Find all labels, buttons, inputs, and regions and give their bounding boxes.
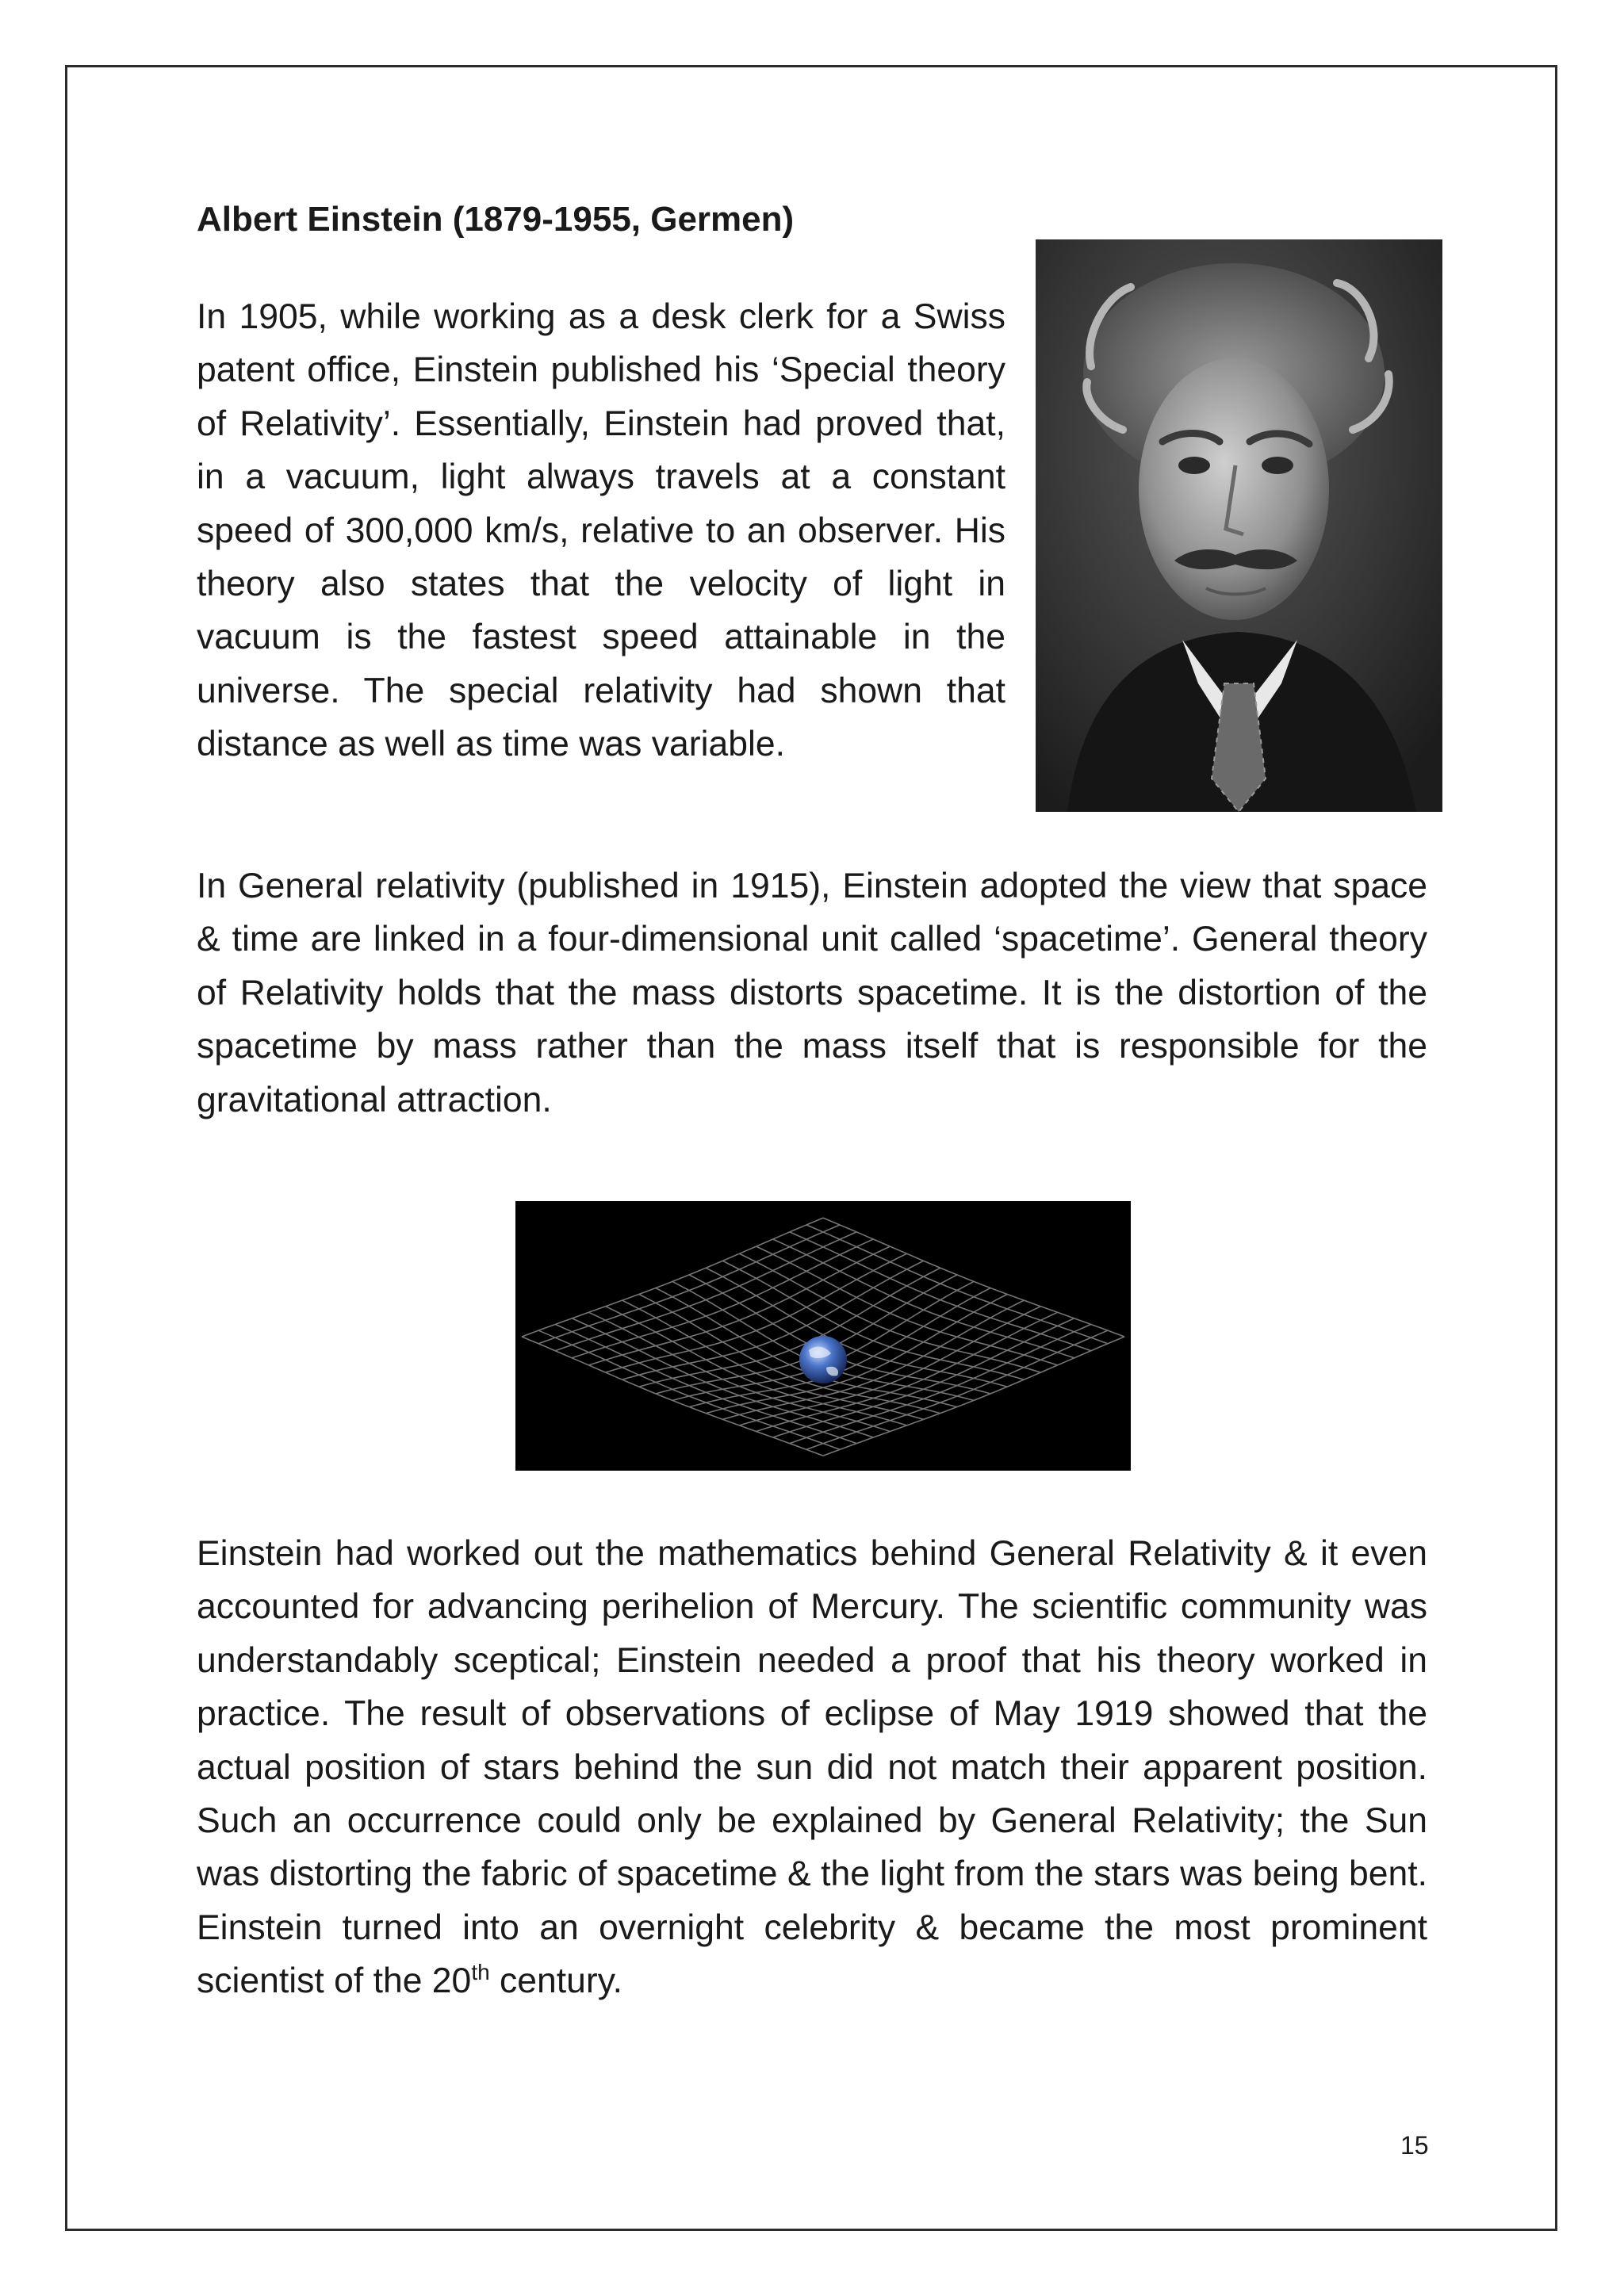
einstein-portrait-image	[1036, 239, 1442, 812]
paragraph-eclipse-tail: century.	[489, 1961, 623, 2001]
page-number: 15	[1400, 2131, 1429, 2160]
paragraph-eclipse-proof	[197, 1527, 1427, 2008]
paragraph-special-relativity: In 1905, while working as a desk clerk for a Swiss patent office, Einstein published his ‘Special theory of Relativity’. Essentially, Einstein had proved that, in a vacuum, light always travels at a constant speed of 300,000 km/s, relative to an observer. His theory also states that the velocity of light in vacuum is the fastest speed attainable in the universe. The special relativity had shown that distance as well as time was variable.	[197, 297, 1005, 764]
article-heading: Albert Einstein (1879-1955, Germen)	[197, 200, 795, 239]
paragraph-general-relativity: In General relativity (published in 1915), Einstein adopted the view that space & time are linked in a four-dimensional unit called ‘spacetime’. General theory of Relativity holds that the mass distorts spacetime. It is the distortion of the spacetime by mass rather than the mass itself that is responsible for the gravitational attraction.	[197, 867, 1427, 1119]
earth-icon	[799, 1336, 847, 1383]
paragraph-eclipse-text: Einstein had worked out the mathematics behind General Relativity & it even accounted for advancing perihelion of Mercury. The scientific community was understandably sceptical; Einstein needed a proof that his theory worked in practice. The result of observations of eclipse of May 1919 showed that the actual position of stars behind the sun did not match their apparent position. Such an occurrence could only be explained by General Relativity; the Sun was distorting the fabric of spacetime & the light from the stars was being bent. Einstein turned into an overnight celebrity & became the most prominent scientist of the 20	[197, 1534, 1427, 2001]
spacetime-grid-image	[515, 1201, 1131, 1471]
superscript-th: th	[471, 1960, 490, 1985]
